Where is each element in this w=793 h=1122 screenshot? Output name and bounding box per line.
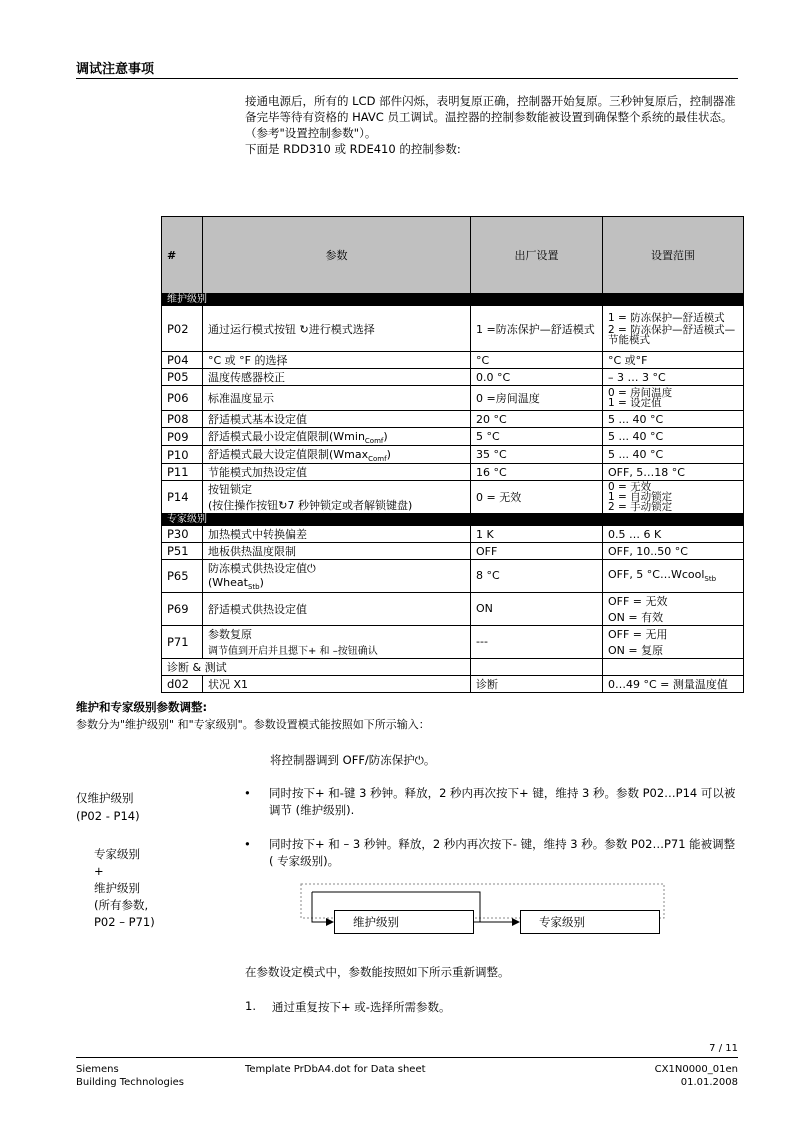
intro-paragraph-2: 下面是 RDD310 或 RDE410 的控制参数:	[245, 142, 461, 156]
section-row-maintenance: 维护级别	[162, 294, 744, 306]
box-expert-level: 专家级别	[520, 910, 660, 934]
table-row: P65 防冻模式供热设定值⏻ (Wheat$_{Stb}$) 8 °C OFF, 5 °C…Wcool$_{Stb}$	[162, 560, 744, 592]
footer-template: Template PrDbA4.dot for Data sheet	[245, 1064, 426, 1075]
page-number: 7 / 11	[709, 1043, 738, 1054]
table-row: P30 加热模式中转换偏差 1 K 0.5 … 6 K	[162, 526, 744, 543]
side-label-expert: 专家级别 + 维护级别 (所有参数, P02 – P71)	[94, 847, 155, 929]
step-off-instruction: 将控制器调到 OFF/防冻保护⏻。	[270, 753, 436, 767]
table-row: P14 按钮锁定 (按住操作按钮↻7 秒钟锁定或者解锁键盘) 0 = 无效 0 = 无效 1 = 自动锁定 2 = 手动锁定	[162, 481, 744, 514]
section-title: 维护和专家级别参数调整:	[76, 700, 208, 714]
table-row: P04 °C 或 °F 的选择 °C °C 或°F	[162, 352, 744, 369]
table-row: P51 地板供热温度限制 OFF OFF, 10..50 °C	[162, 543, 744, 560]
table-row: P08 舒适模式基本设定值 20 °C 5 ... 40 °C	[162, 411, 744, 428]
intro-paragraph: 接通电源后，所有的 LCD 部件闪烁，表明复原正确，控制器开始复原。三秒钟复原后，控制器准备完毕等待有资格的 HAVC 员工调试。温控器的控制参数能被设置到确保整个系统的最佳状态。（参考"设置控制参数"）。	[245, 94, 736, 140]
box-maintenance-level: 维护级别	[334, 910, 474, 934]
page-header-title: 调试注意事项	[76, 62, 155, 77]
table-row: P06 标准温度显示 0 =房间温度 0 = 房间温度 1 = 设定值	[162, 386, 744, 411]
table-row: P10 舒适模式最大设定值限制(Wmax$_{Comf}$) 35 °C 5 ... 40 °C	[162, 446, 744, 464]
arrow-head-icon	[512, 918, 520, 926]
table-row: P05 温度传感器校正 0.0 °C – 3 … 3 °C	[162, 369, 744, 386]
section-row-diagnostics: 诊断 & 测试	[162, 658, 471, 675]
col-header-param: 参数	[203, 217, 471, 294]
table-row: P09 舒适模式最小设定值限制(Wmin$_{Comf}$) 5 °C 5 ... 40 °C	[162, 428, 744, 446]
arrow-head-icon	[326, 918, 334, 926]
header-divider	[76, 78, 738, 79]
bullet-icon: •	[244, 786, 251, 800]
table-row: P71 参数复原 调节值到开启并且摁下+ 和 –按钮确认 --- OFF = 无用 ON = 复原	[162, 625, 744, 658]
col-header-range: 设置范围	[603, 217, 744, 294]
col-header-factory: 出厂设置	[471, 217, 603, 294]
section-description: 参数分为"维护级别" 和"专家级别"。参数设置模式能按照如下所示输入：	[76, 718, 430, 731]
bullet-expert-text: 同时按下+ 和 – 3 秒钟。释放，2 秒内再次按下- 键，维持 3 秒。参数 P02…P71 能被调整 ( 专家级别)。	[269, 837, 736, 868]
footer-doc-info: CX1N0000_01en 01.01.2008	[654, 1064, 738, 1088]
section-row-expert: 专家级别	[162, 514, 744, 526]
table-row: P69 舒适模式供热设定值 ON OFF = 无效 ON = 有效	[162, 592, 744, 625]
step-number: 1.	[245, 999, 256, 1013]
intro-text	[245, 93, 740, 157]
table-row: P02 通过运行模式按钮 ↻进行模式选择 1 =防冻保护—舒适模式 1 = 防冻保护—舒适模式 2 = 防冻保护—舒适模式—节能模式	[162, 306, 744, 352]
side-label-maintenance: 仅维护级别 (P02 - P14)	[76, 791, 140, 823]
col-header-num: #	[162, 217, 203, 294]
bullet-maintenance-text: 同时按下+ 和-键 3 秒钟。释放，2 秒内再次按下+ 键，维持 3 秒。参数 P02…P14 可以被调节 (维护级别).	[269, 786, 736, 817]
parameter-table	[161, 216, 744, 693]
adjust-instruction: 在参数设定模式中，参数能按照如下所示重新调整。	[245, 965, 510, 979]
table-row: d02 状况 X1 诊断 0…49 °C = 测量温度值	[162, 675, 744, 692]
footer-divider	[76, 1057, 738, 1058]
step-text: 通过重复按下+ 或-选择所需参数。	[272, 1000, 451, 1014]
footer-company: Siemens Building Technologies	[76, 1064, 184, 1088]
bullet-icon: •	[244, 837, 251, 851]
table-row: P11 节能模式加热设定值 16 °C OFF, 5…18 °C	[162, 464, 744, 481]
